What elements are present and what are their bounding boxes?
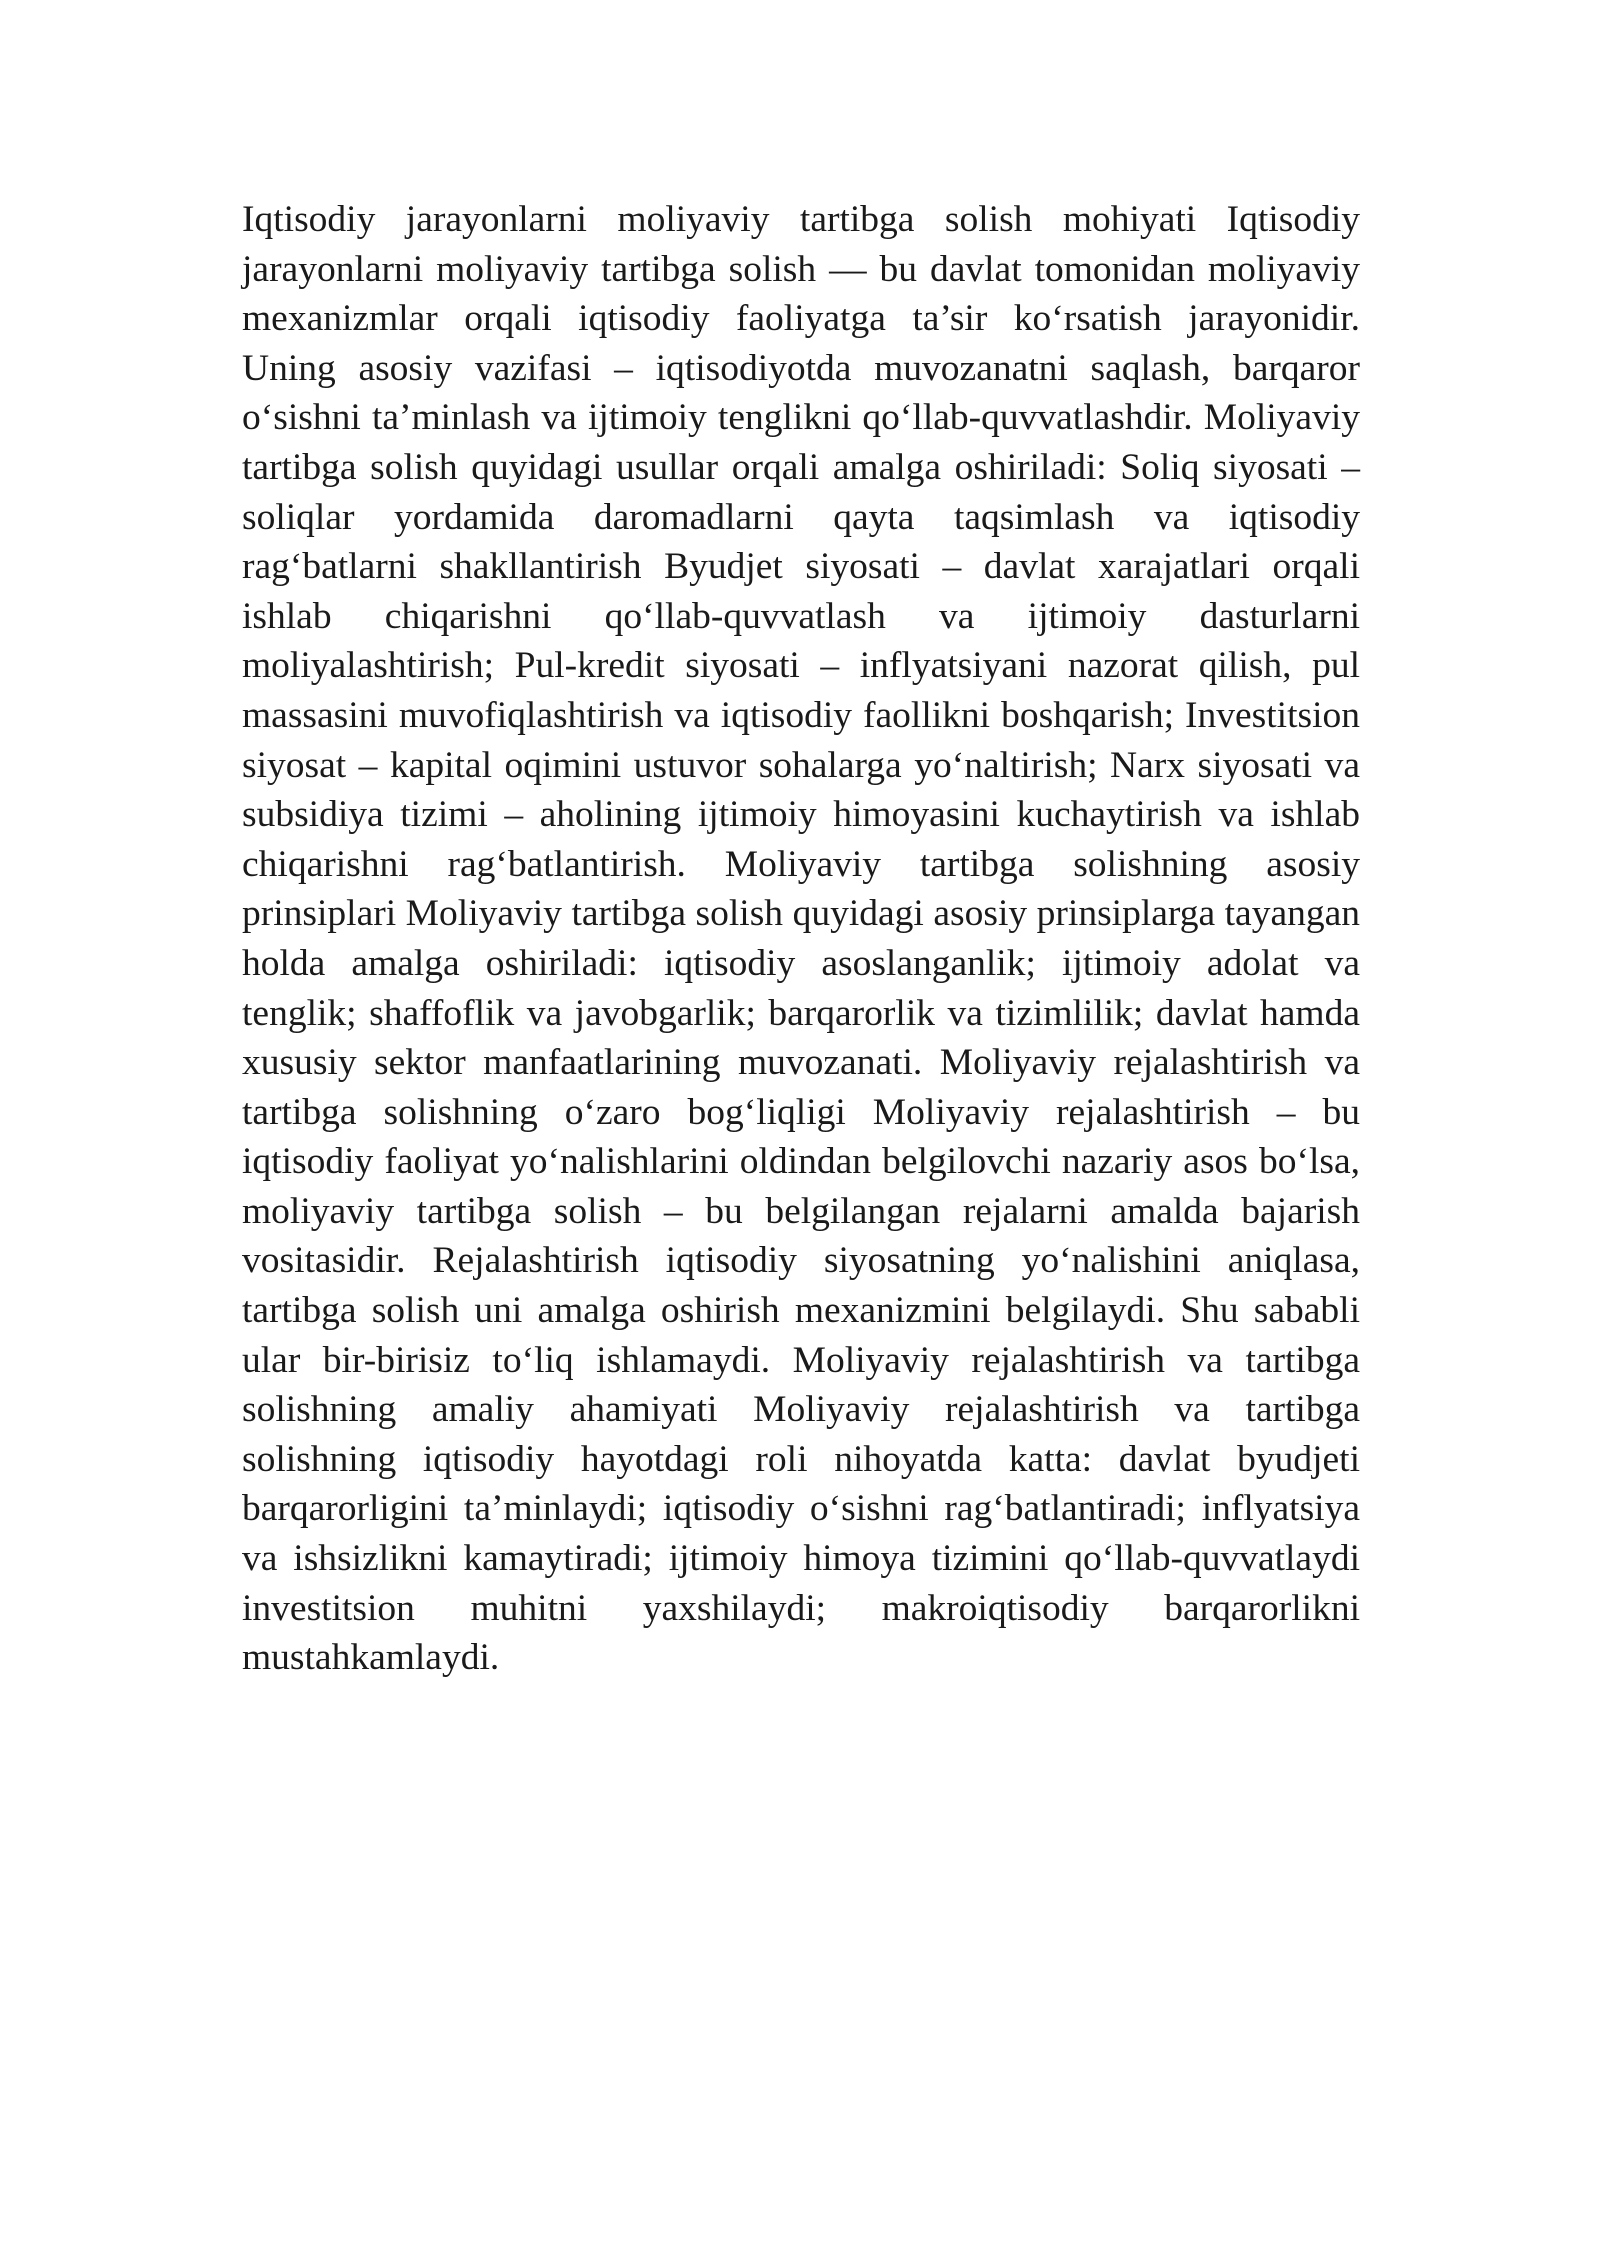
body-paragraph: Iqtisodiy jarayonlarni moliyaviy tartibga solish mohiyati Iqtisodiy jarayonlarni moliyaviy tartibga solish — bu davlat tomonidan moliyaviy mexanizmlar orqali iqtisodiy faoliyatga ta’sir ko‘rsatish jarayonidir. Uning asosiy vazifasi – iqtisodiyotda muvozanatni saqlash, barqaror o‘sishni ta’minlash va ijtimoiy tenglikni qo‘llab-quvvatlashdir. Moliyaviy tartibga solish quyidagi usullar orqali amalga oshiriladi: Soliq siyosati – soliqlar yordamida daromadlarni qayta taqsimlash va iqtisodiy rag‘batlarni shakllantirish Byudjet siyosati – davlat xarajatlari orqali ishlab chiqarishni qo‘llab-quvvatlash va ijtimoiy dasturlarni moliyalashtirish; Pul-kredit siyosati – inflyatsiyani nazorat qilish, pul massasini muvofiqlashtirish va iqtisodiy faollikni boshqarish; Investitsion siyosat – kapital oqimini ustuvor sohalarga yo‘naltirish; Narx siyosati va subsidiya tizimi – aholining ijtimoiy himoyasini kuchaytirish va ishlab chiqarishni rag‘batlantirish. Moliyaviy tartibga solishning asosiy prinsiplari Moliyaviy tartibga solish quyidagi asosiy prinsiplarga tayangan holda amalga oshiriladi: iqtisodiy asoslanganlik; ijtimoiy adolat va tenglik; shaffoflik va javobgarlik; barqarorlik va tizimlilik; davlat hamda xususiy sektor manfaatlarining muvozanati. Moliyaviy rejalashtirish va tartibga solishning o‘zaro bog‘liqligi Moliyaviy rejalashtirish – bu iqtisodiy faoliyat yo‘nalishlarini oldindan belgilovchi nazariy asos bo‘lsa, moliyaviy tartibga solish – bu belgilangan rejalarni amalda bajarish vositasidir. Rejalashtirish iqtisodiy siyosatning yo‘nalishini aniqlasa, tartibga solish uni amalga oshirish mexanizmini belgilaydi. Shu sababli ular bir-birisiz to‘liq ishlamaydi. Moliyaviy rejalashtirish va tartibga solishning amaliy ahamiyati Moliyaviy rejalashtirish va tartibga solishning iqtisodiy hayotdagi roli nihoyatda katta: davlat byudjeti barqarorligini ta’minlaydi; iqtisodiy o‘sishni rag‘batlantiradi; inflyatsiya va ishsizlikni kamaytiradi; ijtimoiy himoya tizimini qo‘llab-quvvatlaydi investitsion muhitni yaxshilaydi; makroiqtisodiy barqarorlikni mustahkamlaydi.	[242, 199, 1360, 1679]
